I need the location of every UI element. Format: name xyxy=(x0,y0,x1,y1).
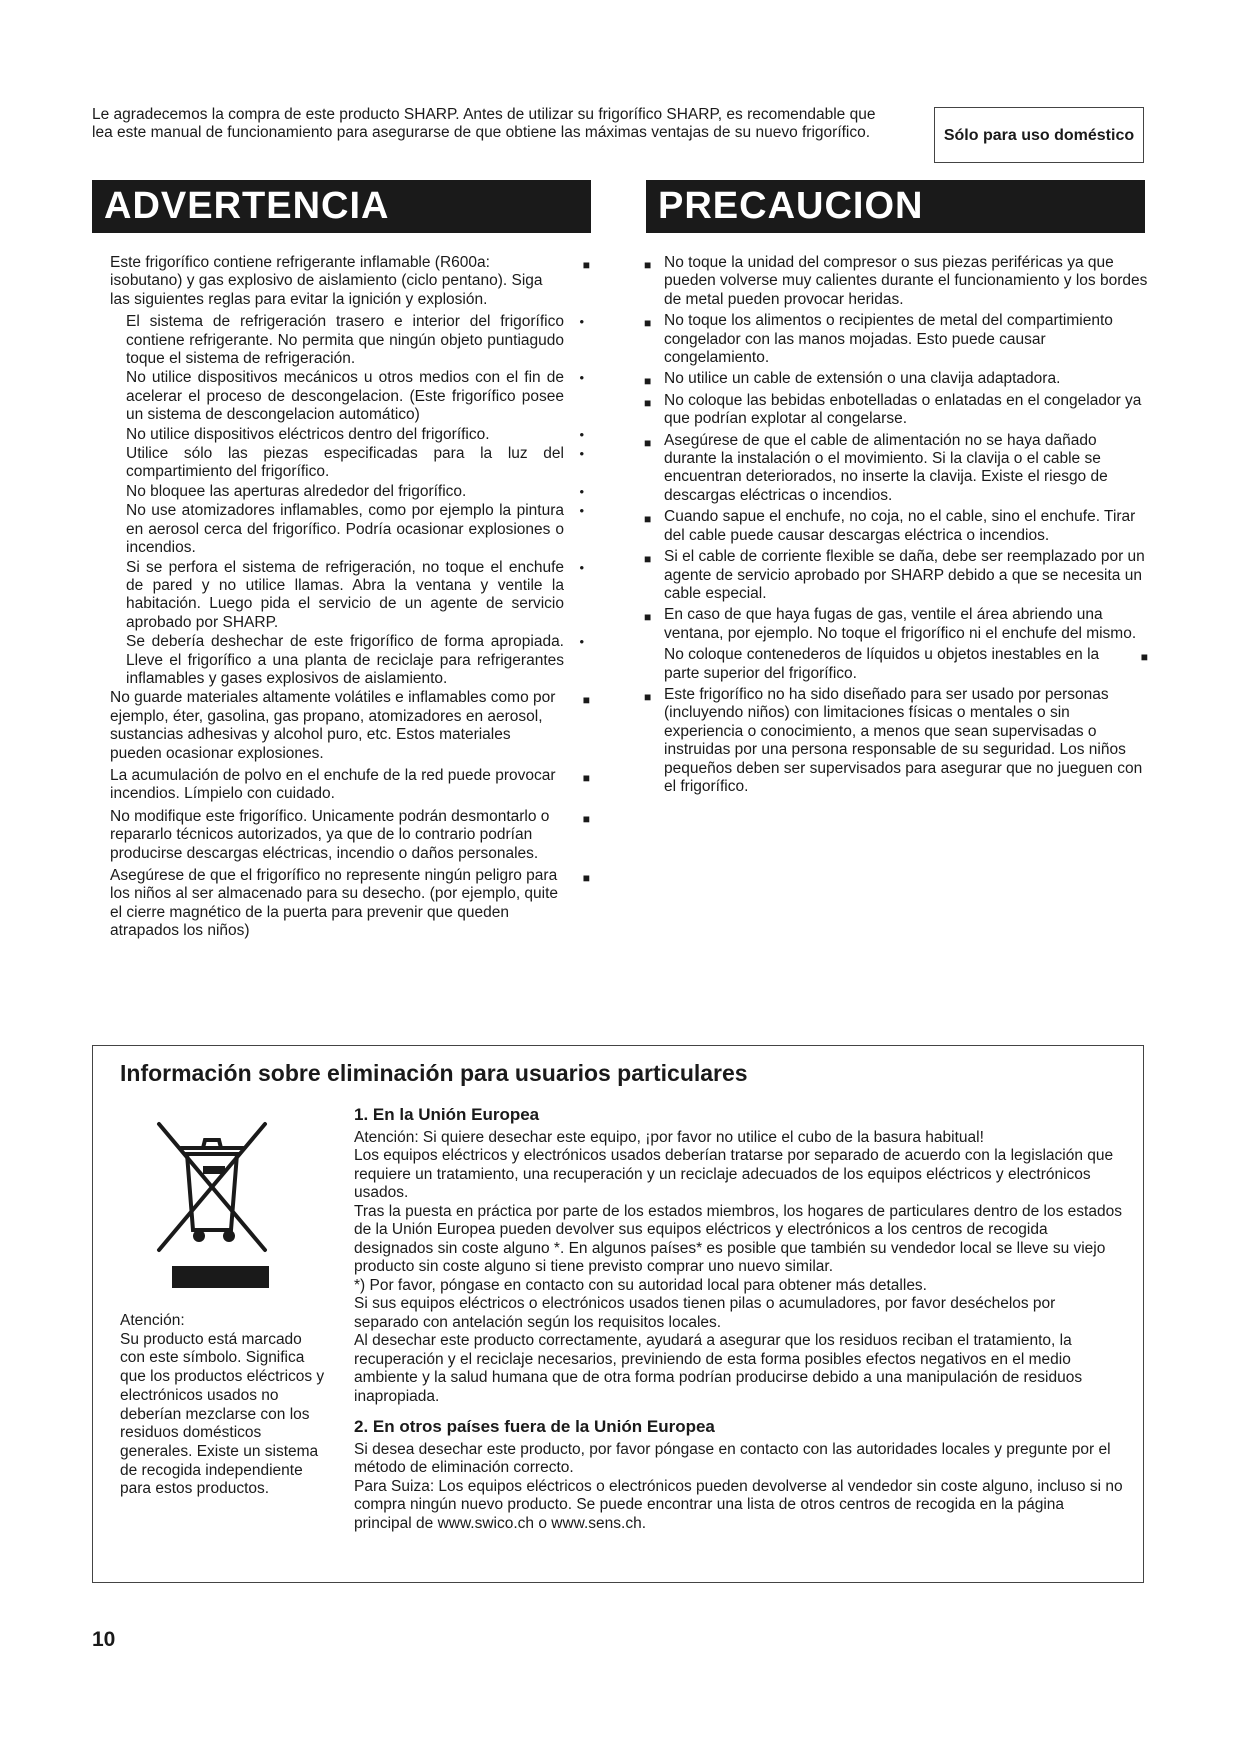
disposal-info-box xyxy=(92,1045,1144,1583)
dot-bullet-icon: • xyxy=(579,446,584,462)
caution-item: No coloque contenederos de líquidos u objetos inestables en la parte superior del frigorífico. ■ xyxy=(664,646,1148,682)
warning-subitem: Si se perfora el sistema de refrigeración, no toque el enchufe de pared y no utilice llamas. Abra la ventana y ventile la habitación. Luego pida el servicio de un agente de servicio aprobado por SHARP. • xyxy=(126,558,584,631)
square-bullet-icon: ■ xyxy=(644,374,652,389)
other-paragraph: Si desea desechar este producto, por favor póngase en contacto con las autoridades locales y pregunte por el método de eliminación correcto. xyxy=(354,1440,1111,1476)
warning-banner: ADVERTENCIA xyxy=(92,180,591,233)
marking-bar xyxy=(172,1266,269,1288)
warning-item: Asegúrese de que el frigorífico no represente ningún peligro para los niños al ser almacenado para su desecho. (por ejemplo, quite el cierre magnético de la puerta para prevenir que queden atrapados los niños) ■ xyxy=(110,867,590,940)
caution-item: ■ Asegúrese de que el cable de alimentación no se haya dañado durante la instalación o el movimiento. Si la clavija o el cable se encuentran deteriorados, no inserte la clavija. Existe el riesgo de descargas eléctricas o incendios. xyxy=(644,431,1108,504)
warning-intro xyxy=(110,254,590,309)
caution-item: ■ Si el cable de corriente flexible se daña, debe ser reemplazado por un agente de servicio aprobado por SHARP debido a que se necesita un cable especial. xyxy=(644,548,1145,602)
square-bullet-icon: ■ xyxy=(644,435,652,450)
caution-item: ■ No toque los alimentos o recipientes de metal del compartimiento congelador con las manos mojadas. Esto puede causar congelamiento. xyxy=(644,312,1113,367)
square-bullet-icon: ■ xyxy=(644,610,652,625)
dot-bullet-icon: • xyxy=(579,426,584,442)
eu-paragraph: Al desechar este producto correctamente, ayudará a asegurar que los residuos reciban el tratamiento, la recuperación y el reciclaje necesarios, previniendo de esta forma posibles efectos negativos en el medio ambiente y la salud humana que de otra forma podrían producirse debido a una manipulación de residuos inapropiada. xyxy=(354,1332,1083,1405)
square-bullet-icon: ■ xyxy=(1140,650,1148,665)
intro-paragraph: Le agradecemos la compra de este producto SHARP. Antes de utilizar su frigorífico SHARP, es recomendable que lea este manual de funcionamiento para asegurarse de que obtiene las máximas ventajas de su nuevo frigorífico. xyxy=(92,106,876,141)
square-bullet-icon: ■ xyxy=(644,512,652,527)
eu-paragraph: Atención: Si quiere desechar este equipo, ¡por favor no utilice el cubo de la basura habitual! xyxy=(354,1128,984,1146)
domestic-use-box: Sólo para uso doméstico xyxy=(934,107,1144,163)
warning-item: No modifique este frigorífico. Unicamente podrán desmontarlo o repararlo técnicos autorizados, ya que de lo contrario podrían producirse descargas eléctricas, incendio o daños personales. ■ xyxy=(110,807,590,862)
dot-bullet-icon: • xyxy=(579,503,584,519)
warning-subitem: No use atomizadores inflamables, como por ejemplo la pintura en aerosol cerca del frigorífico. Podría ocasionar explosiones o incendios. • xyxy=(126,502,584,557)
eu-paragraph: Tras la puesta en práctica por parte de los estados miembros, los hogares de particulares dentro de los estados de la Unión Europea pueden devolver sus equipos eléctricos y electrónicos a los centros de recogida designados sin coste alguno *. En algunos países* es posible que también su vendedor local se lleve su viejo producto sin coste alguno si tiene previsto comprar uno nuevo similar. xyxy=(354,1202,1122,1275)
eu-paragraph: Si sus equipos eléctricos o electrónicos usados tienen pilas o acumuladores, por favor deséchelos por separado con antelación según los requisitos locales. xyxy=(354,1295,1056,1331)
dot-bullet-icon: • xyxy=(579,559,584,575)
warning-item: No guarde materiales altamente volátiles e inflamables como por ejemplo, éter, gasolina, gas propano, atomizadores en aerosol, sustancias adhesivas y alcohol puro, etc. Estos materiales pueden ocasionar explosiones. ■ xyxy=(110,689,590,762)
square-bullet-icon: ■ xyxy=(644,552,652,567)
square-bullet-icon: ■ xyxy=(644,258,652,272)
dot-bullet-icon: • xyxy=(579,370,584,386)
attention-note: Atención: Su producto está marcado con este símbolo. Significa que los productos eléctricos y electrónicos usados no deberían mezclarse con los residuos domésticos generales. Existe un sistema de recogida independiente para estos productos. xyxy=(120,1312,325,1498)
crossed-bin-icon xyxy=(153,1118,271,1258)
eu-paragraph: *) Por favor, póngase en contacto con su autoridad local para obtener más detalles. xyxy=(354,1276,927,1294)
warning-subitem: El sistema de refrigeración trasero e interior del frigorífico contiene refrigerante. No permita que ningún objeto puntiagudo toque el sistema de refrigeración. • xyxy=(126,313,584,368)
warning-subitem: Utilice sólo las piezas especificadas para la luz del compartimiento del frigorífico. • xyxy=(126,445,584,481)
other-paragraph: Para Suiza: Los equipos eléctricos o electrónicos pueden devolverse al vendedor sin coste alguno, incluso si no compra ningún nuevo producto. Se puede encontrar una lista de otros centros de recogida en la página principal de www.swico.ch o www.sens.ch. xyxy=(354,1477,1123,1532)
caution-item: ■ En caso de que haya fugas de gas, ventile el área abriendo una ventana, por ejemplo. No toque el frigorífico ni el enchufe del mismo. xyxy=(644,606,1137,642)
warning-column xyxy=(110,254,590,945)
caution-banner: PRECAUCION xyxy=(646,180,1145,233)
square-bullet-icon: ■ xyxy=(644,316,652,331)
eu-paragraph: Los equipos eléctricos y electrónicos usados deberían tratarse por separado de acuerdo con la legislación que requiere un tratamiento, una recuperación y un reciclaje adecuados de los equipos eléctricos y electrónicos usados. xyxy=(354,1147,1114,1201)
square-bullet-icon: ■ xyxy=(582,871,590,885)
warning-intro-text: Este frigorífico contiene refrigerante inflamable (R600a: isobutano) y gas explosivo de aislamiento (ciclo pentano). Siga las siguientes reglas para evitar la ignición y explosión. xyxy=(110,254,543,308)
square-bullet-icon: ■ xyxy=(644,395,652,410)
warning-subitem: Se debería deshechar de este frigorífico de forma apropiada. Lleve el frigorífico a una planta de reciclaje para refrigerantes inflamables y gases explosivos de aislamiento. • xyxy=(126,633,584,687)
caution-item: ■ Este frigorífico no ha sido diseñado para ser usado por personas (incluyendo niños) con limitaciones físicas o mentales o sin experiencia o conocimiento, a menos que sean supervisadas o instruidas por una persona responsable de su seguridad. Los niños pequeños deben ser supervisados para asegurar que no jueguen con el frigorífico. xyxy=(644,685,1143,795)
square-bullet-icon: ■ xyxy=(644,689,652,704)
caution-item: ■ No toque la unidad del compresor o sus piezas periféricas ya que pueden volverse muy calientes durante el funcionamiento y los bordes de metal pueden provocar heridas. xyxy=(644,254,1148,308)
disposal-title: Información sobre eliminación para usuarios particulares xyxy=(120,1060,748,1086)
warning-subitem: No utilice dispositivos mecánicos u otros medios con el fin de acelerar el proceso de descongelacion. (Este frigorífico posee un sistema de descongelacion automático) • xyxy=(126,369,584,424)
caution-item: ■ No utilice un cable de extensión o una clavija adaptadora. xyxy=(648,370,1148,388)
dot-bullet-icon: • xyxy=(579,314,584,330)
caution-column xyxy=(644,254,1148,799)
page-number: 10 xyxy=(92,1628,116,1651)
other-countries-heading: 2. En otros países fuera de la Unión Europea xyxy=(354,1417,715,1436)
warning-item: La acumulación de polvo en el enchufe de la red puede provocar incendios. Límpielo con cuidado. ■ xyxy=(110,766,590,803)
warning-subitem: No bloquee las aperturas alrededor del frigorífico. • xyxy=(126,482,584,500)
caution-item: ■ Cuando sapue el enchufe, no coja, no el cable, sino el enchufe. Tirar del cable puede causar descargas eléctrica o incendios. xyxy=(644,508,1136,544)
square-bullet-icon: ■ xyxy=(582,258,590,272)
square-bullet-icon: ■ xyxy=(582,770,590,785)
eu-heading: 1. En la Unión Europea xyxy=(354,1105,540,1124)
caution-item: ■ No coloque las bebidas enbotelladas o enlatadas en el congelador ya que podrían explotar al congelarse. xyxy=(644,391,1142,428)
dot-bullet-icon: • xyxy=(579,483,584,499)
disposal-details xyxy=(354,1106,1124,1533)
square-bullet-icon: ■ xyxy=(582,811,590,826)
square-bullet-icon: ■ xyxy=(582,693,590,708)
warning-subitem: No utilice dispositivos eléctricos dentro del frigorífico. • xyxy=(126,425,584,443)
dot-bullet-icon: • xyxy=(579,634,584,650)
